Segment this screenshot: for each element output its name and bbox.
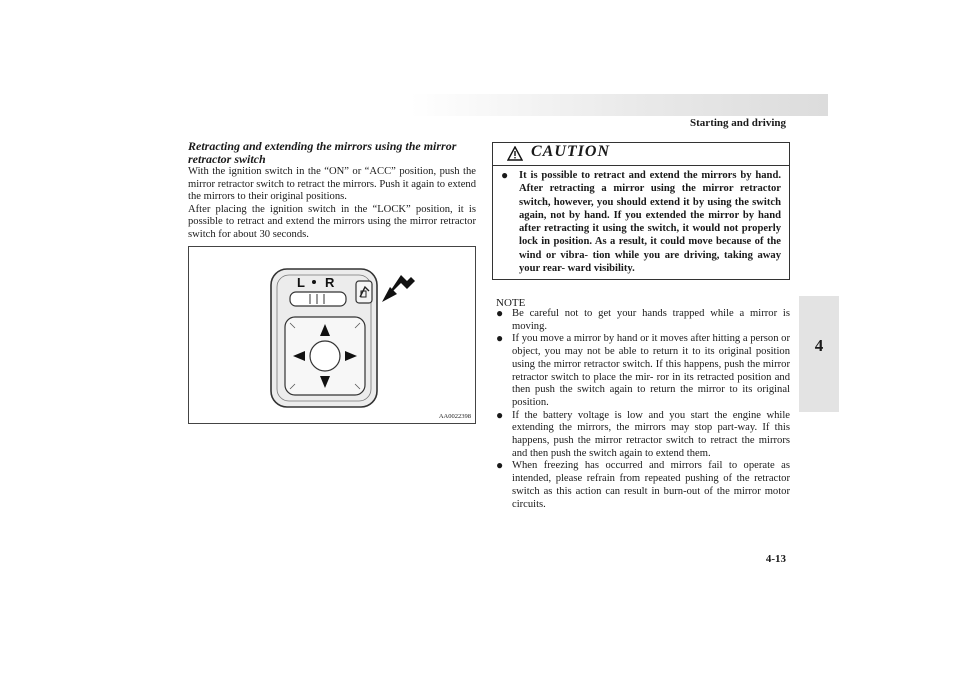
bullet-icon: ● <box>496 331 504 346</box>
caution-box <box>492 142 790 280</box>
note-item-text: Be careful not to get your hands trapped while a mirror is moving. <box>512 308 790 332</box>
warning-triangle-icon <box>507 146 523 166</box>
body-paragraph-1: With the ignition switch in the “ON” or “ACC” position, push the mirror retractor switch to retract the mirrors. Push it again to extend the mirrors to their original positions. <box>188 166 476 203</box>
note-item <box>496 333 790 409</box>
note-item <box>496 460 790 511</box>
note-item-text: When freezing has occurred and mirrors fail to operate as intended, please refrain from repeated pushing of the retractor switch as this action can result in burn-out of the mirror motor circuits. <box>512 460 790 510</box>
caution-item <box>501 169 781 275</box>
chapter-number: 4 <box>814 336 824 355</box>
body-paragraph-2: After placing the ignition switch in the “LOCK” position, it is possible to retract and extend the mirrors using the mirror retractor switch for about 30 seconds. <box>188 203 476 240</box>
note-label: NOTE <box>496 297 526 309</box>
label-right: R <box>325 275 335 290</box>
mirror-switch-figure <box>188 246 476 424</box>
caution-title: CAUTION <box>531 143 611 160</box>
note-item-text: If the battery voltage is low and you start the engine while extending the mirrors, the mirrors may stop part-way. If this happens, push the mirror retractor switch to retract the mirrors and then push the switch again to extend them. <box>512 409 790 459</box>
bullet-icon: ● <box>496 407 504 422</box>
header-band <box>410 94 828 116</box>
caution-header <box>493 143 789 166</box>
note-item <box>496 407 790 461</box>
section-left-column <box>188 140 476 242</box>
figure-code: AA0022398 <box>438 413 471 420</box>
caution-item-text: It is possible to retract and extend the mirrors by hand. After retracting a mirror using the mirror retractor switch, however, you should extend it by using the switch again, not by hand. If you extended the mirror by hand after retracting it using the switch, it would not properly lock in position. As a result, it could move because of the wind or vibra- tion while you are driving, taking away your rear- ward visibility. <box>519 170 781 275</box>
lr-selector-switch <box>290 292 346 306</box>
header-title: Starting and driving <box>690 117 786 129</box>
section-heading: Retracting and extending the mirrors using the mirror retractor switch <box>188 139 457 166</box>
label-dot <box>312 280 316 284</box>
note-list <box>496 308 790 511</box>
retractor-switch <box>356 281 372 303</box>
caution-body <box>493 166 789 275</box>
note-item-text: If you move a mirror by hand or it moves after hitting a person or object, you may not be able to return it to its original position using the mirror retractor switch. If this happens, push the mirror retractor switch to place the mir- ror in its retracted position and then push the switch again to return the mirror to its original position. <box>512 333 790 408</box>
page-number: 4-13 <box>765 553 786 565</box>
bullet-icon: ● <box>501 168 509 182</box>
mirror-switch-illustration <box>189 247 475 423</box>
chapter-tab <box>799 296 839 412</box>
bullet-icon: ● <box>496 306 504 320</box>
label-left: L <box>297 275 305 290</box>
note-item <box>496 308 790 333</box>
direction-pad-center <box>310 341 340 371</box>
bullet-icon: ● <box>496 458 504 473</box>
